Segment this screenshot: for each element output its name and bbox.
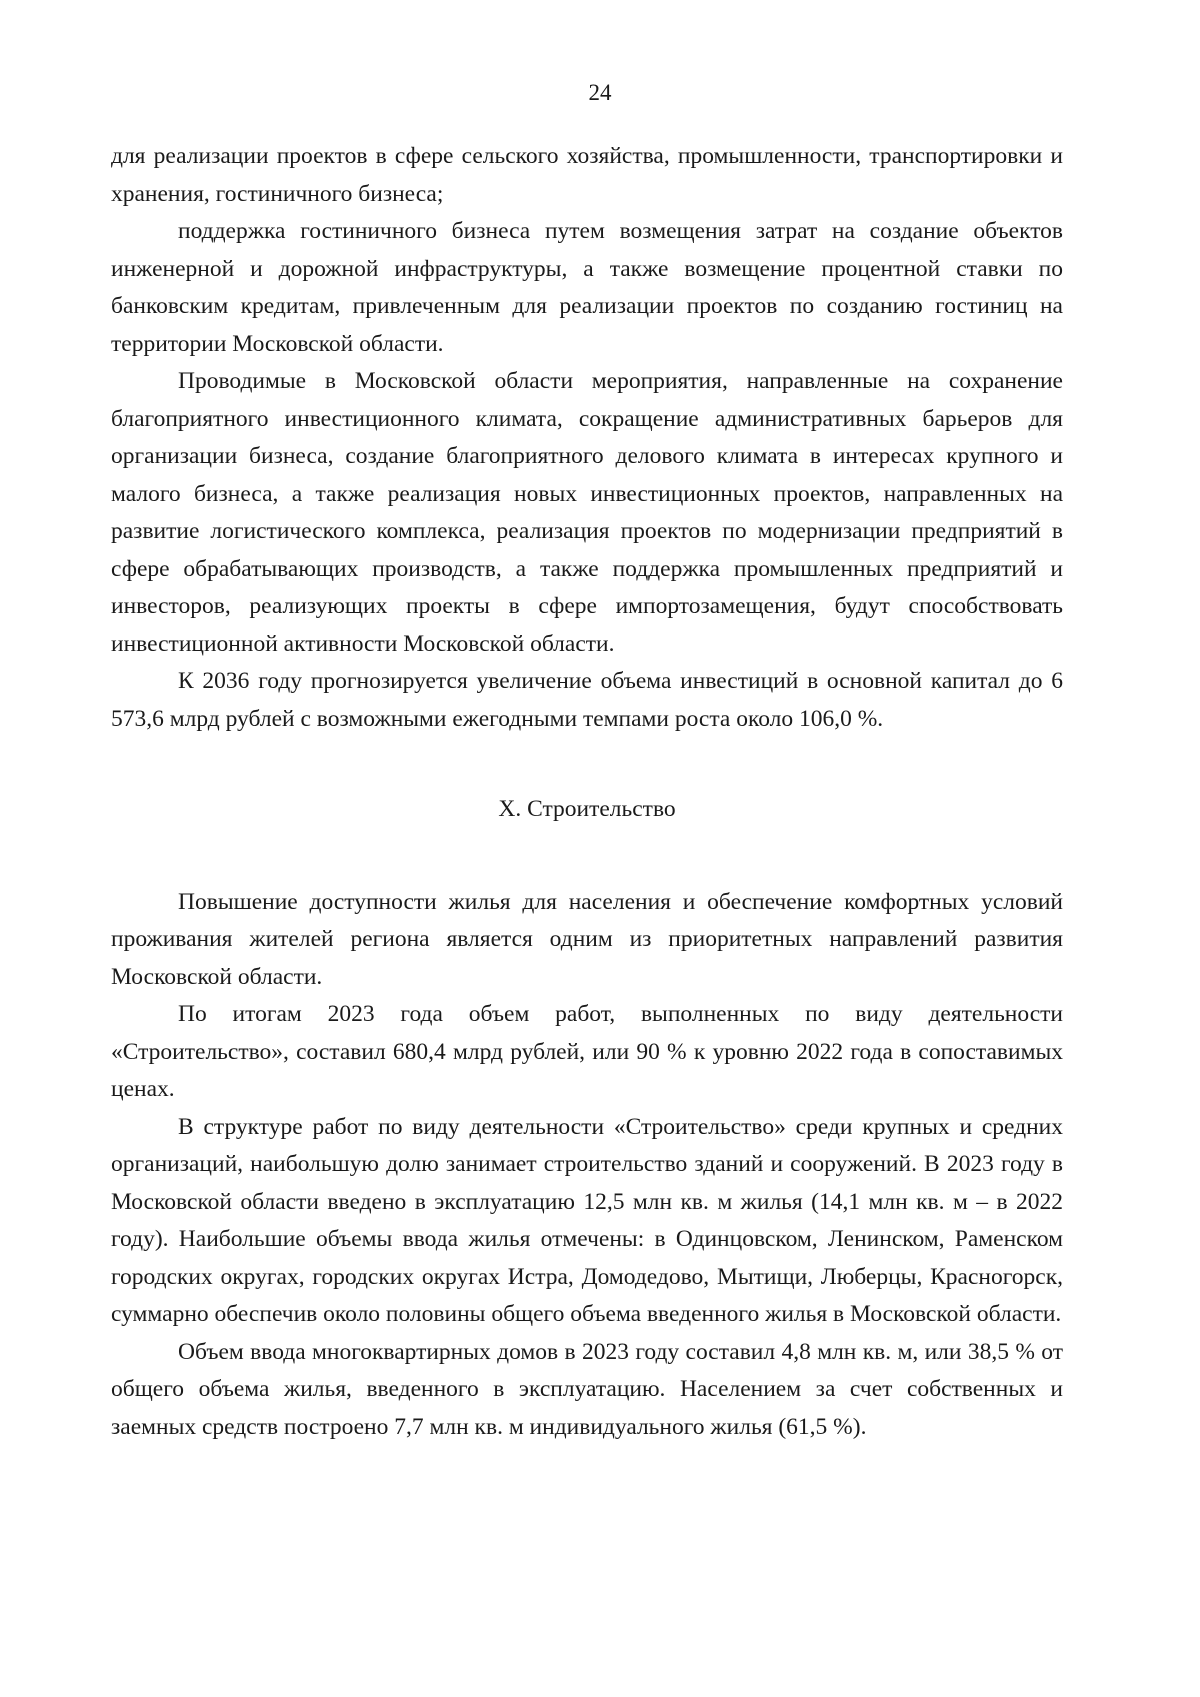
document-body [111, 138, 1063, 1446]
page-number: 24 [588, 80, 612, 105]
paragraph: К 2036 году прогнозируется увеличение объема инвестиций в основной капитал до 6 573,6 млрд рублей с возможными ежегодными темпами роста около 106,0 %. [111, 668, 1063, 732]
paragraph: По итогам 2023 года объем работ, выполненных по виду деятельности «Строительство», составил 680,4 млрд рублей, или 90 % к уровню 2022 года в сопоставимых ценах. [111, 1001, 1063, 1102]
paragraph: поддержка гостиничного бизнеса путем возмещения затрат на создание объектов инженерной и дорожной инфраструктуры, а также возмещение процентной ставки по банковским кредитам, привлеченным для реализации проектов по созданию гостиниц на территории Московской области. [111, 218, 1063, 357]
paragraph: Проводимые в Московской области мероприятия, направленные на сохранение благоприятного инвестиционного климата, сокращение административных барьеров для организации бизнеса, создание благоприятного делового климата в интересах крупного и малого бизнеса, а также реализация новых инвестиционных проектов, направленных на развитие логистического комплекса, реализация проектов по модернизации предприятий в сфере обрабатывающих производств, а также поддержка промышленных предприятий и инвесторов, реализующих проекты в сфере импортозамещения, будут способствовать инвестиционной активности Московской области. [111, 368, 1063, 657]
paragraph: Объем ввода многоквартирных домов в 2023 году составил 4,8 млн кв. м, или 38,5 % от общего объема жилья, введенного в эксплуатацию. Населением за счет собственных и заемных средств построено 7,7 млн кв. м индивидуального жилья (61,5 %). [111, 1338, 1063, 1440]
paragraph: В структуре работ по виду деятельности «Строительство» среди крупных и средних организаций, наибольшую долю занимает строительство зданий и сооружений. В 2023 году в Московской области введено в эксплуатацию 12,5 млн кв. м жилья (14,1 млн кв. м – в 2022 году). Наибольшие объемы ввода жилья отмечены: в Одинцовском, Ленинском, Раменском городских округах, городских округах Истра, Домодедово, Мытищи, Люберцы, Красногорск, суммарно обеспечив около половины общего объема введенного жилья в Московской области. [111, 1113, 1063, 1327]
paragraph: для реализации проектов в сфере сельского хозяйства, промышленности, транспортировки и хранения, гостиничного бизнеса; [111, 143, 1063, 207]
paragraph: Повышение доступности жилья для населения и обеспечение комфортных условий проживания жителей региона является одним из приоритетных направлений развития Московской области. [111, 888, 1063, 990]
section-heading: X. Строительство [498, 796, 676, 822]
